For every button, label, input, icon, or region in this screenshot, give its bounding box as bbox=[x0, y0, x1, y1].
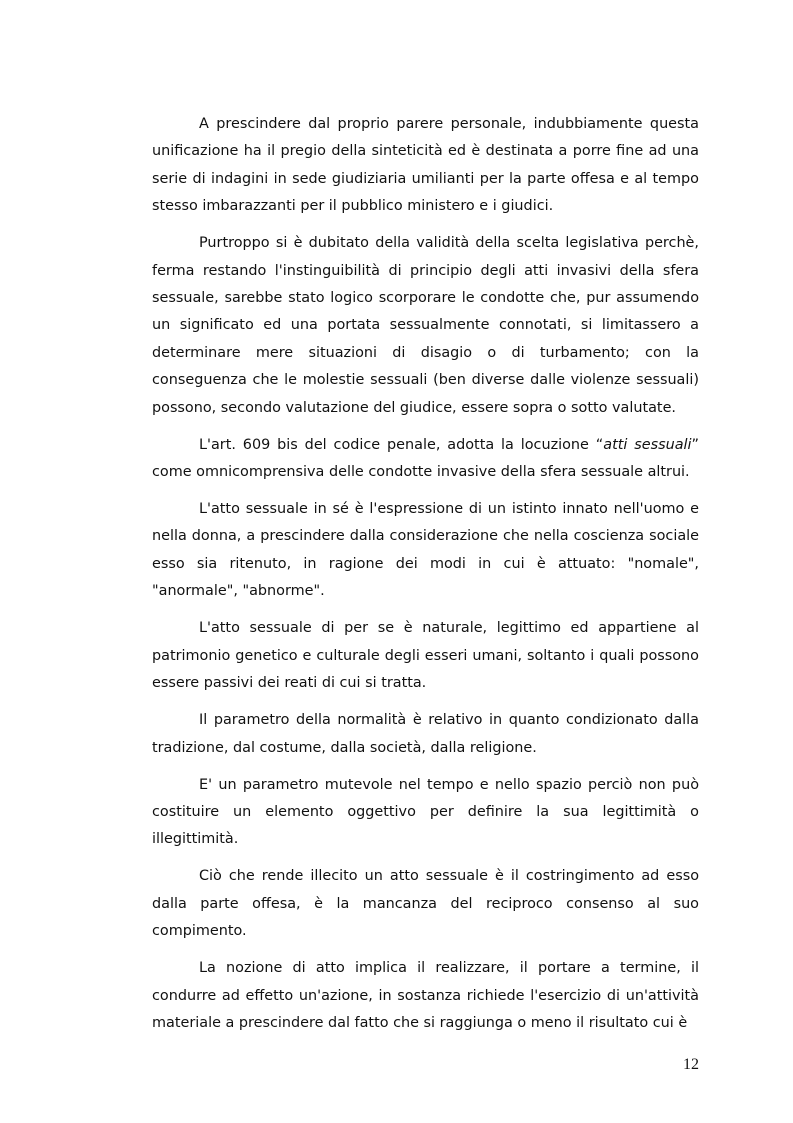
paragraph-6: Il parametro della normalità è relativo in quanto condizionato dalla tradizione, dal costume, dalla società, dalla religione. bbox=[152, 712, 699, 756]
paragraph-8: Ciò che rende illecito un atto sessuale è il costringimento ad esso dalla parte offesa, è la mancanza del reciproco consenso al suo compimento. bbox=[152, 868, 699, 940]
page-number: 12 bbox=[683, 1056, 699, 1073]
paragraph-2: Purtroppo si è dubitato della validità della scelta legislativa perchè, ferma restando l'instinguibilità di principio degli atti invasivi della sfera sessuale, sarebbe stato logico scorporare le condotte che, pur assumendo un significato ed una portata sessualmente connotati, si limitassero a determinare mere situazioni di disagio o di turbamento; con la conseguenza che le molestie sessuali (ben diverse dalle violenze sessuali) possono, secondo valutazione del giudice, essere sopra o sotto valutate. bbox=[152, 235, 699, 416]
paragraph-3-lead: L'art. 609 bis del codice penale, adotta la locuzione “ bbox=[199, 436, 604, 453]
paragraph-9: La nozione di atto implica il realizzare, il portare a termine, il condurre ad effetto un'azione, in sostanza richiede l'esercizio di un'attività materiale a prescindere dal fatto che si raggiunga o meno il risultato cui è bbox=[152, 960, 699, 1031]
paragraph-3-tail: ” come omnicomprensiva delle condotte invasive della sfera sessuale altrui. bbox=[152, 436, 699, 481]
paragraph-3 bbox=[152, 432, 699, 487]
paragraph-3-emphasis: atti sessuali bbox=[603, 436, 692, 453]
paragraph-5: L'atto sessuale di per se è naturale, legittimo ed appartiene al patrimonio genetico e culturale degli esseri umani, soltanto i quali possono essere passivi dei reati di cui si tratta. bbox=[152, 620, 699, 692]
paragraph-1: A prescindere dal proprio parere personale, indubbiamente questa unificazione ha il pregio della sinteticità ed è destinata a porre fine ad una serie di indagini in sede giudiziaria umilianti per la parte offesa e al tempo stesso imbarazzanti per il pubblico ministero e i giudici. bbox=[152, 116, 699, 215]
paragraph-4: L'atto sessuale in sé è l'espressione di un istinto innato nell'uomo e nella donna, a prescindere dalla considerazione che nella coscienza sociale esso sia ritenuto, in ragione dei modi in cui è attuato: "nomale", "anormale", "abnorme". bbox=[152, 501, 699, 600]
paragraph-7: E' un parametro mutevole nel tempo e nello spazio perciò non può costituire un elemento oggettivo per definire la sua legittimità o illegittimità. bbox=[152, 776, 699, 848]
body-text bbox=[152, 111, 699, 1047]
